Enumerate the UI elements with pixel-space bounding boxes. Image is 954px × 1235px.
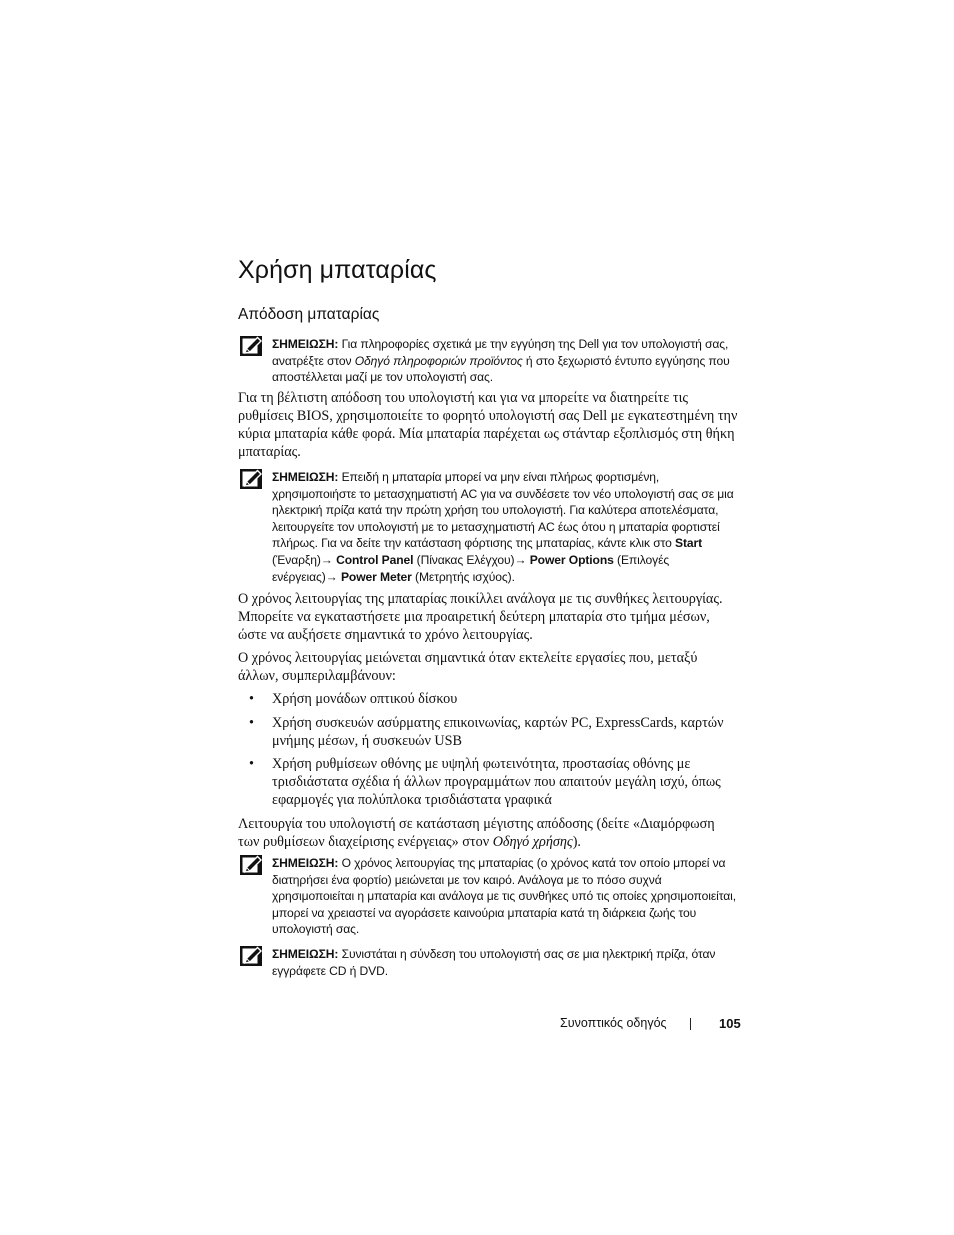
page-heading: Χρήση μπαταρίας	[238, 256, 437, 284]
note-cd-dvd	[238, 946, 738, 979]
paragraph-runtime-reduction: Ο χρόνος λειτουργίας μειώνεται σημαντικά όταν εκτελείτε εργασίες που, μεταξύ άλλων, συμπεριλαμβάνουν:	[238, 650, 698, 684]
note-pencil-icon	[240, 469, 262, 489]
paragraph-battery-performance: Για τη βέλτιστη απόδοση του υπολογιστή και για να μπορείτε να διατηρείτε τις ρυθμίσεις BIOS, χρησιμοποιείτε το φορητό υπολογιστή σας Dell με εγκατεστημένη την κύρια μπαταρία κάθε φορά. Μία μπαταρία παρέχεται ως στάνταρ εξοπλισμός στη θήκη μπαταρίας.	[238, 390, 738, 460]
product-guide-reference: Οδηγό πληροφοριών προϊόντος	[354, 353, 523, 368]
note-text	[272, 946, 738, 979]
paragraph-text-part: ).	[572, 834, 581, 850]
note-text	[272, 855, 738, 938]
menu-path-power-options: Power Options	[529, 552, 614, 567]
paragraph-runtime: Ο χρόνος λειτουργίας της μπαταρίας ποικίλλει ανάλογα με τις συνθήκες λειτουργίας. Μπορείτε να εγκαταστήσετε μια προαιρετική δεύτερη μπαταρία στο τμήμα μέσων, ώστε να αυξήσετε σημαντικά το χρόνο λειτουργίας.	[238, 591, 723, 643]
note-label: ΣΗΜΕΙΩΣΗ:	[272, 337, 339, 351]
list-item-text: Χρήση συσκευών ασύρματης επικοινωνίας, καρτών PC, ExpressCards, καρτών μνήμης μέσων, ή συσκευών USB	[272, 714, 724, 749]
note-text-part: (Μετρητής ισχύος).	[411, 569, 515, 584]
note-text-part: Συνιστάται η σύνδεση του υπολογιστή σας σε μια ηλεκτρική πρίζα, όταν εγγράφετε CD ή DVD.	[272, 947, 716, 978]
page-number: 105	[719, 1016, 741, 1031]
bullet-marker: •	[249, 756, 254, 772]
paragraph-text-part: Λειτουργία του υπολογιστή σε κατάσταση μέγιστης απόδοσης (δείτε «Διαμόρφωση των ρυθμίσεων διαχείρισης ενέργειας» στον	[238, 816, 715, 850]
note-label: ΣΗΜΕΙΩΣΗ:	[272, 470, 339, 484]
list-item	[238, 755, 738, 809]
footer-title: Συνοπτικός οδηγός	[560, 1016, 667, 1030]
bullet-marker: •	[249, 714, 254, 731]
note-text-part: (Επιλογές ενέργειας)→	[272, 552, 670, 584]
user-guide-reference: Οδηγό χρήσης	[492, 834, 573, 850]
note-charging	[238, 469, 738, 585]
note-text-part: Για πληροφορίες σχετικά με την εγγύηση της Dell για τον υπολογιστή σας, ανατρέξτε στον	[272, 337, 729, 368]
note-pencil-icon	[240, 946, 262, 966]
note-text-part: ή στο ξεχωριστό έντυπο εγγύησης που αποστέλλεται μαζί με τον υπολογιστή σας.	[272, 353, 730, 385]
note-text-part: Επειδή η μπαταρία μπορεί να μην είναι πλήρως φορτισμένη, χρησιμοποιήστε το μετασχηματιστή AC για να συνδέσετε τον νέο υπολογιστή σας σε μια ηλεκτρική πρίζα κατά την πρώτη χρήση του υπολογιστή. Για καλύτερα αποτελέσματα, λειτουργείτε τον υπολογιστή με το μετασχηματιστή AC έως ότου η μπαταρία φορτιστεί πλήρως. Για να δείτε την κατάσταση φόρτισης της μπαταρίας, κάντε κλικ στο	[272, 470, 734, 551]
note-warranty	[238, 336, 738, 386]
note-pencil-icon	[240, 336, 262, 356]
section-heading: Απόδοση μπαταρίας	[238, 306, 380, 323]
footer-divider	[690, 1018, 691, 1030]
note-label: ΣΗΜΕΙΩΣΗ:	[272, 856, 339, 870]
list-item	[238, 690, 738, 708]
note-text-part: (Έναρξη)→	[272, 552, 337, 567]
menu-path-start: Start	[674, 536, 703, 551]
note-text-part: (Πίνακας Ελέγχου)→	[413, 552, 530, 567]
list-item-text: Χρήση μονάδων οπτικού δίσκου	[272, 691, 458, 707]
note-text	[272, 336, 738, 386]
paragraph-max-performance	[238, 815, 738, 851]
note-text-part: Ο χρόνος λειτουργίας της μπαταρίας (ο χρόνος κατά τον οποίο μπορεί να διατηρήσει ένα φορτίο) μειώνεται με τον καιρό. Ανάλογα με το πόσο συχνά χρησιμοποιείται η μπαταρία και ανάλογα με τις συνθήκες υπό τις οποίες χρησιμοποιείται, μπορεί να χρειαστεί να αγοράσετε καινούρια μπαταρία κατά τη διάρκεια ζωής του υπολογιστή σας.	[272, 856, 736, 937]
menu-path-power-meter: Power Meter	[340, 569, 412, 584]
bullet-list	[238, 690, 738, 815]
list-item-text: Χρήση ρυθμίσεων οθόνης με υψηλή φωτεινότητα, προστασίας οθόνης με τρισδιάστατα σχέδια ή άλλων προγραμμάτων που απαιτούν μεγάλη ισχύ, όπως εφαρμογές για πολύπλοκα τρισδιάστατα γραφικά	[272, 756, 721, 808]
note-battery-aging	[238, 855, 738, 938]
bullet-marker: •	[249, 691, 254, 707]
menu-path-control-panel: Control Panel	[336, 552, 414, 567]
note-label: ΣΗΜΕΙΩΣΗ:	[272, 947, 339, 961]
note-pencil-icon	[240, 855, 262, 875]
list-item	[238, 714, 738, 750]
note-text	[272, 469, 738, 585]
